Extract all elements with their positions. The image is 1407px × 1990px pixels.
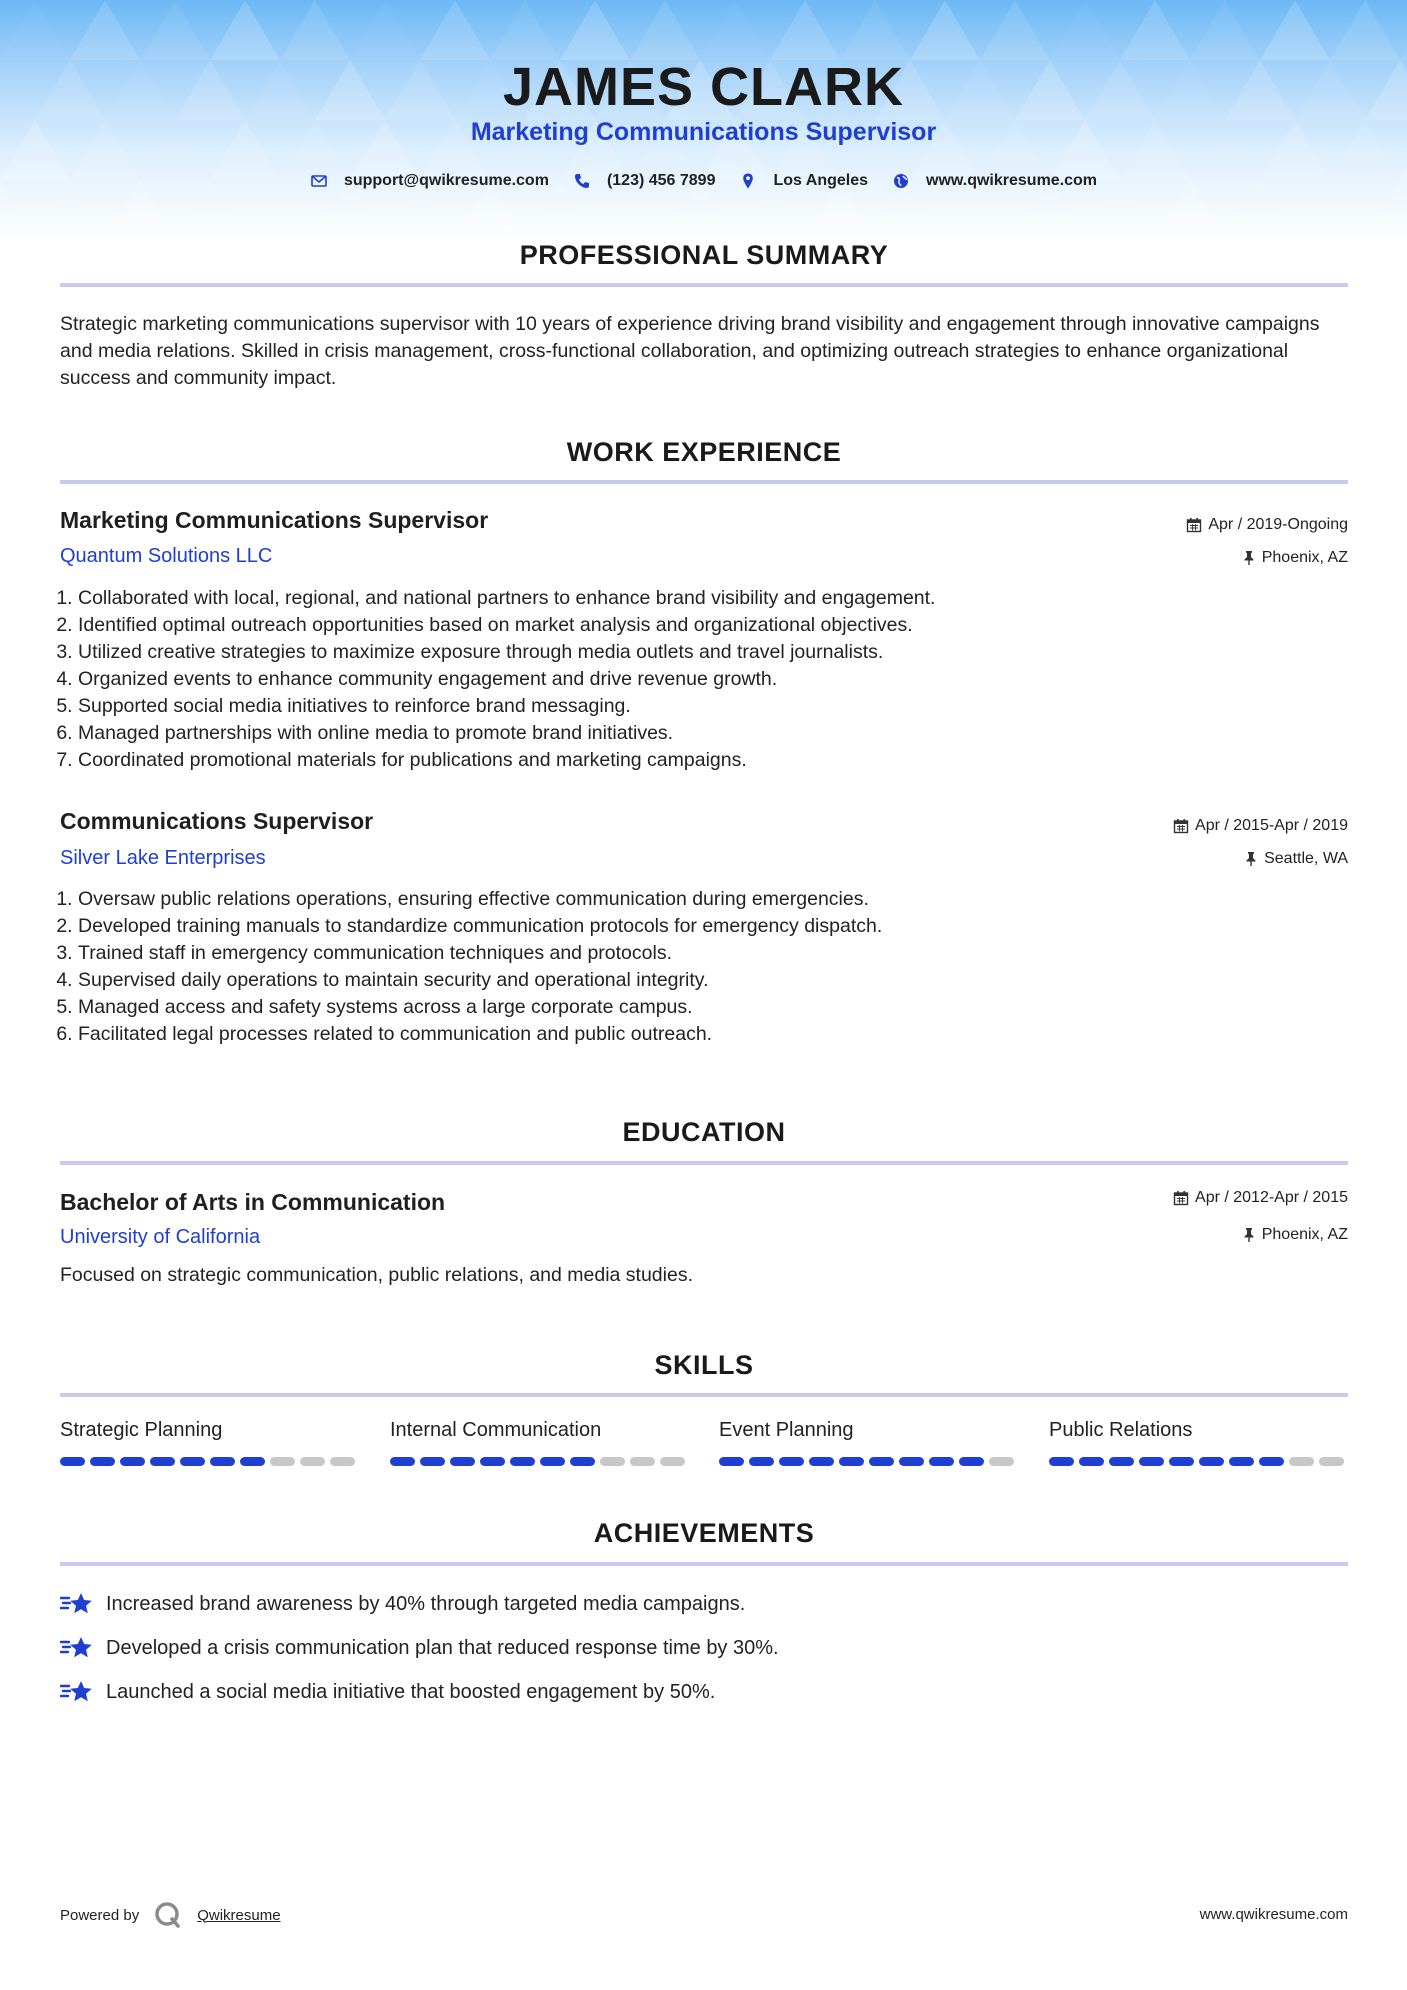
education-dates-text: Apr / 2012-Apr / 2015 xyxy=(1195,1189,1348,1206)
achievement-item xyxy=(60,1590,745,1618)
skill-segment-filled xyxy=(959,1457,984,1466)
pattern-triangle xyxy=(70,0,140,60)
job-location-text: Phoenix, AZ xyxy=(1261,549,1348,566)
skill-segment-filled xyxy=(779,1457,804,1466)
skill-level-bar xyxy=(1049,1457,1344,1466)
calendar-icon xyxy=(1186,517,1202,533)
pattern-triangle xyxy=(1120,0,1190,60)
qwikresume-link[interactable]: Qwikresume xyxy=(197,1906,281,1924)
pattern-triangle xyxy=(980,0,1050,60)
skill-level-bar xyxy=(390,1457,685,1466)
skill-segment-filled xyxy=(90,1457,115,1466)
skill-segment-empty xyxy=(1319,1457,1344,1466)
job-location xyxy=(1244,850,1348,868)
skill-segment-filled xyxy=(1109,1457,1134,1466)
footer-website[interactable]: www.qwikresume.com xyxy=(1199,1906,1348,1923)
skill-segment-filled xyxy=(1079,1457,1104,1466)
calendar-icon xyxy=(1173,1190,1189,1206)
education-location-text: Phoenix, AZ xyxy=(1261,1226,1348,1243)
education-dates xyxy=(1173,1189,1348,1207)
footer-powered-by xyxy=(60,1900,281,1930)
pattern-triangle xyxy=(210,0,280,60)
pushpin-icon xyxy=(1242,550,1256,566)
skill-segment-filled xyxy=(719,1457,744,1466)
section-divider xyxy=(60,1161,1348,1165)
skill-segment-filled xyxy=(1139,1457,1164,1466)
pattern-triangle xyxy=(490,0,560,60)
job-dates-text: Apr / 2019-Ongoing xyxy=(1208,516,1348,533)
skill-segment-filled xyxy=(420,1457,445,1466)
achievement-text: Developed a crisis communication plan that reduced response time by 30%. xyxy=(106,1636,779,1659)
section-divider xyxy=(60,1393,1348,1397)
experience-heading: WORK EXPERIENCE xyxy=(566,437,842,467)
pattern-triangle xyxy=(560,0,630,60)
achievements-heading: ACHIEVEMENTS xyxy=(593,1518,815,1548)
company-name: Quantum Solutions LLC xyxy=(60,545,273,567)
email-text: support@qwikresume.com xyxy=(343,172,549,189)
skill-segment-filled xyxy=(929,1457,954,1466)
pattern-triangle xyxy=(1330,0,1400,60)
skill-segment-filled xyxy=(809,1457,834,1466)
summary-text: Strategic marketing communications supervisor with 10 years of experience driving brand visibility and engagement through innovative campaigns and media relations. Skilled in crisis management, cross-functional collaboration, and optimizing outreach strategies to enhance organizational success and community impact. xyxy=(60,313,1320,389)
map-pin-icon xyxy=(739,172,757,190)
pattern-triangle xyxy=(350,0,420,60)
skill-name: Internal Communication xyxy=(390,1419,602,1441)
job-title: Marketing Communications Supervisor xyxy=(60,507,489,533)
job-location xyxy=(1242,549,1348,567)
pattern-triangle xyxy=(420,0,490,60)
section-divider xyxy=(60,1562,1348,1566)
pattern-triangle xyxy=(280,0,350,60)
location-text: Los Angeles xyxy=(773,172,869,189)
skill-segment-empty xyxy=(270,1457,295,1466)
job-title: Communications Supervisor xyxy=(60,808,374,834)
skill-segment-filled xyxy=(210,1457,235,1466)
education-heading: EDUCATION xyxy=(622,1117,786,1147)
duties-list xyxy=(56,886,1358,1048)
pushpin-icon xyxy=(1242,1227,1256,1243)
skill-segment-empty xyxy=(630,1457,655,1466)
skill-segment-filled xyxy=(240,1457,265,1466)
list-item: 4. Organized events to enhance community engagement and drive revenue growth. xyxy=(78,666,1358,693)
skill-name: Event Planning xyxy=(719,1419,854,1441)
list-item: 4. Supervised daily operations to maintain security and operational integrity. xyxy=(78,967,1358,994)
skill-segment-filled xyxy=(150,1457,175,1466)
list-item: 2. Identified optimal outreach opportunities based on market analysis and organizational objectives. xyxy=(78,612,1358,639)
website-text: www.qwikresume.com xyxy=(926,172,1098,189)
pattern-triangle xyxy=(630,0,700,60)
pattern-triangle xyxy=(910,0,980,60)
skill-segment-empty xyxy=(600,1457,625,1466)
contact-email[interactable] xyxy=(310,172,549,190)
pattern-triangle xyxy=(700,0,770,60)
qwikresume-logo-icon xyxy=(153,1900,183,1930)
globe-icon xyxy=(892,172,910,190)
skill-segment-filled xyxy=(1229,1457,1254,1466)
star-award-icon xyxy=(60,1590,94,1618)
job-dates-text: Apr / 2015-Apr / 2019 xyxy=(1195,817,1348,834)
achievement-text: Launched a social media initiative that boosted engagement by 50%. xyxy=(106,1680,716,1703)
list-item: 5. Supported social media initiatives to reinforce brand messaging. xyxy=(78,693,1358,720)
star-award-icon xyxy=(60,1634,94,1662)
star-award-icon xyxy=(60,1678,94,1706)
skill-name: Public Relations xyxy=(1049,1419,1193,1441)
company-name: Silver Lake Enterprises xyxy=(60,847,266,869)
skill-segment-filled xyxy=(390,1457,415,1466)
list-item: 7. Coordinated promotional materials for publications and marketing campaigns. xyxy=(78,747,1358,774)
achievement-text: Increased brand awareness by 40% through targeted media campaigns. xyxy=(106,1592,746,1615)
list-item: 2. Developed training manuals to standardize communication protocols for emergency dispatch. xyxy=(78,913,1358,940)
skills-heading: SKILLS xyxy=(654,1350,754,1380)
pattern-triangle xyxy=(770,0,840,60)
school-name: University of California xyxy=(60,1226,261,1248)
skill-level-bar xyxy=(719,1457,1014,1466)
candidate-title: Marketing Communications Supervisor xyxy=(470,118,937,146)
list-item: 1. Collaborated with local, regional, and national partners to enhance brand visibility and engagement. xyxy=(78,585,1358,612)
duties-list xyxy=(56,585,1358,774)
candidate-name: JAMES CLARK xyxy=(502,57,905,117)
skill-segment-filled xyxy=(540,1457,565,1466)
education-location xyxy=(1242,1226,1348,1244)
pattern-triangle xyxy=(1190,0,1260,60)
phone-icon xyxy=(573,172,591,190)
skill-segment-filled xyxy=(1049,1457,1074,1466)
achievement-item xyxy=(60,1634,779,1662)
skill-segment-filled xyxy=(450,1457,475,1466)
skill-segment-filled xyxy=(869,1457,894,1466)
skill-segment-filled xyxy=(510,1457,535,1466)
pattern-triangle xyxy=(840,0,910,60)
skill-name: Strategic Planning xyxy=(60,1419,223,1441)
skill-segment-empty xyxy=(330,1457,355,1466)
powered-by-label: Powered by xyxy=(60,1906,140,1924)
envelope-icon xyxy=(310,172,328,190)
skill-segment-empty xyxy=(300,1457,325,1466)
contact-bar xyxy=(0,172,1407,190)
skill-level-bar xyxy=(60,1457,355,1466)
contact-location xyxy=(739,172,868,190)
pattern-triangle xyxy=(1400,0,1407,60)
skill-segment-empty xyxy=(1289,1457,1314,1466)
skill-segment-filled xyxy=(839,1457,864,1466)
pattern-triangle xyxy=(1260,0,1330,60)
calendar-icon xyxy=(1173,818,1189,834)
list-item: 3. Trained staff in emergency communication techniques and protocols. xyxy=(78,940,1358,967)
education-description: Focused on strategic communication, public relations, and media studies. xyxy=(60,1264,693,1286)
skill-segment-filled xyxy=(480,1457,505,1466)
pattern-triangle xyxy=(1050,0,1120,60)
list-item: 6. Managed partnerships with online media to promote brand initiatives. xyxy=(78,720,1358,747)
skill-segment-empty xyxy=(989,1457,1014,1466)
pushpin-icon xyxy=(1244,851,1258,867)
skill-segment-filled xyxy=(120,1457,145,1466)
job-dates xyxy=(1173,817,1348,835)
list-item: 6. Facilitated legal processes related to communication and public outreach. xyxy=(78,1021,1358,1048)
skill-segment-filled xyxy=(1259,1457,1284,1466)
section-divider xyxy=(60,480,1348,484)
list-item: 3. Utilized creative strategies to maximize exposure through media outlets and travel journalists. xyxy=(78,639,1358,666)
phone-text: (123) 456 7899 xyxy=(606,172,716,189)
skill-segment-filled xyxy=(180,1457,205,1466)
achievement-item xyxy=(60,1678,715,1706)
summary-heading: PROFESSIONAL SUMMARY xyxy=(519,240,889,270)
job-dates xyxy=(1186,516,1348,534)
job-location-text: Seattle, WA xyxy=(1264,850,1348,867)
section-divider xyxy=(60,283,1348,287)
pattern-triangle xyxy=(140,0,210,60)
pattern-triangle xyxy=(0,0,70,60)
contact-website[interactable] xyxy=(892,172,1097,190)
skill-segment-filled xyxy=(749,1457,774,1466)
list-item: 1. Oversaw public relations operations, ensuring effective communication during emergencies. xyxy=(78,886,1358,913)
skill-segment-filled xyxy=(1199,1457,1224,1466)
list-item: 5. Managed access and safety systems across a large corporate campus. xyxy=(78,994,1358,1021)
skill-segment-empty xyxy=(660,1457,685,1466)
skill-segment-filled xyxy=(570,1457,595,1466)
degree-title: Bachelor of Arts in Communication xyxy=(60,1189,446,1215)
skill-segment-filled xyxy=(60,1457,85,1466)
skill-segment-filled xyxy=(899,1457,924,1466)
skill-segment-filled xyxy=(1169,1457,1194,1466)
contact-phone[interactable] xyxy=(573,172,716,190)
